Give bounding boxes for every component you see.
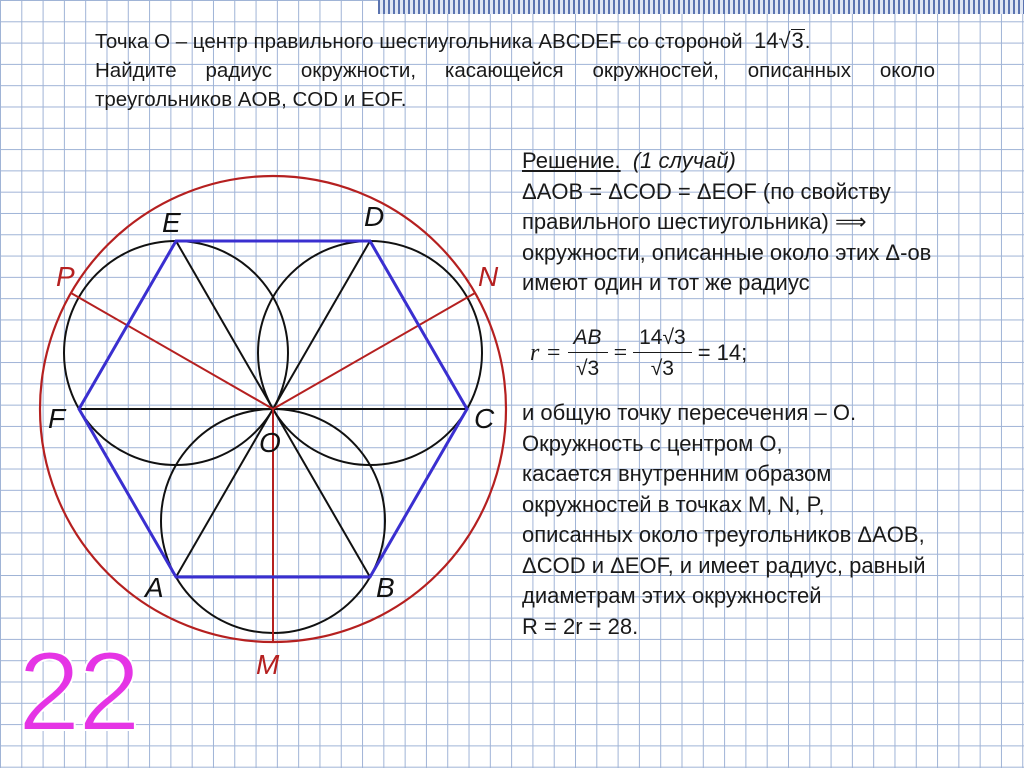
solution-case: (1 случай) (632, 148, 736, 173)
tangent-radii (71, 293, 475, 642)
solution-block (522, 146, 962, 299)
formula-lhs: r = (530, 339, 562, 366)
solution-head: Решение. (522, 148, 621, 173)
fraction-2-denominator: √3 (650, 356, 674, 380)
formula-fraction-1 (568, 326, 608, 381)
radius-on (273, 293, 475, 409)
solution-line-11: диаметрам этих окружностей (522, 583, 822, 608)
solution-line-10: ΔCOD и ΔEOF, и имеет радиус, равный (522, 552, 926, 578)
solution-block-2 (522, 398, 962, 642)
label-f: F (48, 403, 66, 434)
solution-line-7: касается внутренним образом (522, 461, 832, 486)
side-length: 14√3 (753, 28, 804, 53)
solution-line-4: имеют один и тот же радиус (522, 270, 810, 295)
problem-line-3: треугольников AOB, COD и EOF. (95, 88, 407, 111)
problem-line1-end: . (804, 30, 811, 53)
label-b: B (376, 572, 395, 603)
side-coef: 14 (753, 28, 779, 53)
label-o: O (259, 427, 281, 458)
solution-line-12: R = 2r = 28. (522, 613, 639, 639)
slide-number: 22 (18, 629, 139, 754)
solution-line-3: окружности, описанные около этих Δ-ов (522, 239, 932, 265)
label-m: M (256, 649, 280, 680)
solution-line-9: описанных около треугольников ΔAOB, (522, 522, 925, 547)
solution-line-1: ΔAOB = ΔCOD = ΔEOF (по свойству (522, 178, 891, 204)
label-p: P (56, 261, 75, 292)
solution-line-5: и общую точку пересечения – O. (522, 400, 857, 425)
solution-line-8: окружностей в точках M, N, P, (522, 491, 825, 517)
radius-op (71, 293, 273, 409)
problem-text-1: Точка О – центр правильного шестиугольника ABCDEF со стороной (95, 30, 743, 53)
solution-line-6: Окружность с центром O, (522, 430, 783, 456)
fraction-1-numerator: AB (568, 326, 608, 353)
formula-rhs: = 14; (697, 340, 748, 365)
formula-equals: = (613, 339, 628, 366)
problem-line-2: Найдите радиус окружности, касающейся окружностей, описанных около (95, 59, 935, 82)
radius-formula (530, 318, 747, 388)
label-e: E (162, 207, 181, 238)
label-c: C (474, 403, 495, 434)
label-a: A (145, 572, 164, 603)
fraction-2-numerator: 14√3 (633, 326, 692, 353)
side-radicand: 3 (791, 28, 804, 53)
label-n: N (478, 261, 499, 292)
solution-heading (522, 146, 962, 177)
fraction-1-denominator: √3 (575, 356, 600, 380)
solution-line-2: правильного шестиугольника) ⟹ (522, 209, 867, 234)
label-d: D (364, 201, 385, 232)
formula-fraction-2 (633, 326, 692, 381)
